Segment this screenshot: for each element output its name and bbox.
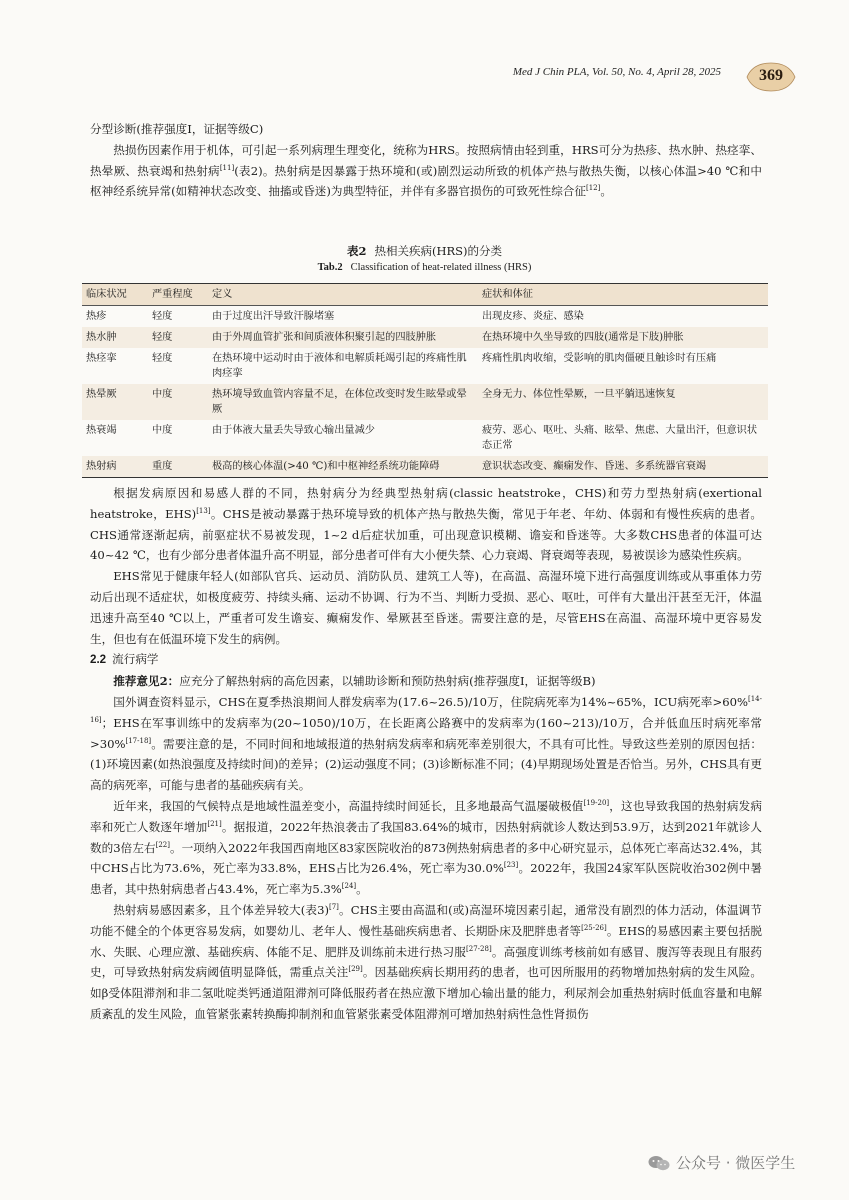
recommendation-tail: 分型诊断(推荐强度Ⅰ，证据等级C) — [90, 122, 264, 136]
cell-severity: 轻度 — [152, 353, 173, 364]
cell-symptoms: 疲劳、恶心、呕吐、头痛、眩晕、焦虑、大量出汗，但意识状态正常 — [482, 425, 758, 451]
table-row — [82, 384, 768, 420]
cell-definition: 由于外周血管扩张和间质液体积聚引起的四肢肿胀 — [208, 327, 478, 348]
table-row — [82, 348, 768, 384]
table-row — [82, 456, 768, 478]
col-header: 定义 — [208, 284, 478, 306]
paragraph-hrs: 热损伤因素作用于机体，可引起一系列病理生理变化，统称为HRS。按照病情由轻到重，HRS可分为热疹、热水肿、热痉挛、热晕厥、热衰竭和热射病[11](表2)。热射病是因暴露于热环境和(或)剧烈运动所致的机体产热与散热失衡，以核心体温>40 ℃和中枢神经系统异常(如精神状态改变、抽搐或昏迷)为典型特征，并伴有多器官损伤的可致死性综合征[12]。 — [90, 142, 762, 199]
cell-symptoms: 疼痛性肌肉收缩，受影响的肌肉僵硬且触诊时有压痛 — [482, 353, 717, 364]
cell-severity: 重度 — [148, 456, 208, 478]
paragraph-chs: 根据发病原因和易感人群的不同，热射病分为经典型热射病(classic heatstroke，CHS)和劳力型热射病(exertional heatstroke，EHS)[13]。CHS是被动暴露于热环境导致的机体产热与散热失衡，常见于年老、年幼、体弱和有慢性疾病的患者。CHS通常逐渐起病，前驱症状不易被发现，1~2 d后症状加重，可出现意识模糊、谵妄和昏迷等。大多数CHS患者的体温可达40~42 ℃，也有少部分患者体温升高不明显，部分患者可伴有大小便失禁、心力衰竭、肾衰竭等表现，易被误诊为感染性疾病。 — [90, 486, 762, 563]
cell-symptoms: 在热环境中久坐导致的四肢(通常是下肢)肿胀 — [478, 327, 768, 348]
section-heading: 2.2 流行病学 — [90, 652, 159, 667]
cell-definition: 在热环境中运动时由于液体和电解质耗竭引起的疼痛性肌肉痉挛 — [212, 353, 467, 379]
cell-name: 热衰竭 — [86, 425, 117, 436]
cell-severity: 轻度 — [152, 311, 173, 322]
recommendation-2: 推荐意见2：应充分了解热射病的高危因素，以辅助诊断和预防热射病(推荐强度Ⅰ，证据等级B) — [113, 674, 596, 689]
cell-symptoms: 全身无力、体位性晕厥，一旦平躺迅速恢复 — [478, 384, 768, 420]
top-text — [90, 119, 762, 202]
main-text — [90, 483, 762, 1025]
col-header: 临床状况 — [82, 284, 148, 306]
cell-severity: 中度 — [152, 425, 173, 436]
cell-definition: 由于过度出汗导致汗腺堵塞 — [212, 311, 335, 322]
page-number-badge — [745, 62, 797, 92]
paragraph-china: 近年来，我国的气候特点是地域性温差变小，高温持续时间延长，且多地最高气温屡破极值[19-20]，这也导致我国的热射病发病率和死亡人数逐年增加[21]。据报道，2022年热浪袭击了我国83.64%的城市，因热射病就诊人数达到53.9万，达到2021年就诊人数的3倍左右[22]。一项纳入2022年我国西南地区83家医院收治的873例热射病患者的多中心研究显示，总体死亡率高达32.4%，其中CHS占比为73.6%，死亡率为33.8%，EHS占比为26.4%，死亡率为30.0%[23]。2022年，我国24家军队医院收治302例中暑患者，其中热射病患者占43.4%，死亡率为5.3%[24]。 — [90, 798, 763, 897]
table-title-en: Tab.2 Classification of heat-related illness (HRS) — [317, 262, 532, 273]
cell-severity: 轻度 — [148, 327, 208, 348]
paragraph-risk-factors: 热射病易感因素多，且个体差异较大(表3)[7]。CHS主要由高温和(或)高湿环境因素引起，通常没有剧烈的体力活动，体温调节功能不健全的个体更容易发病，如婴幼儿、老年人、慢性基础疾病患者、长期卧床及肥胖患者等[25-26]。EHS的易感因素主要包括脱水、失眠、心理应激、基础疾病、体能不足、肥胖及训练前未进行热习服[27-28]。高强度训练考核前如有感冒、腹泻等表现且有服药史，可导致热射病发病阈值明显降低，需重点关注[29]。因基础疾病长期用药的患者，也可因所服用的药物增加热射病的发生风险。如β受体阻滞剂和非二氢吡啶类钙通道阻滞剂可降低服药者在热应激下增加心输出量的能力，利尿剂会加重热射病时低血容量和电解质紊乱的发生风险，血管紧张素转换酶抑制剂和血管紧张素受体阻滞剂可增加热射病性急性肾损伤 — [90, 902, 762, 1021]
cell-severity: 中度 — [148, 384, 208, 420]
col-header: 症状和体征 — [478, 284, 768, 306]
cell-definition: 极高的核心体温(>40 ℃)和中枢神经系统功能障碍 — [208, 456, 478, 478]
cell-name: 热疹 — [86, 311, 107, 322]
cell-definition: 热环境导致血管内容量不足，在体位改变时发生眩晕或晕厥 — [208, 384, 478, 420]
table-row — [82, 420, 768, 456]
paragraph-incidence: 国外调查资料显示，CHS在夏季热浪期间人群发病率为(17.6~26.5)/10万，住院病死率为14%~65%，ICU病死率>60%[14-16]；EHS在军事训练中的发病率为(20~1050)/10万，在长距离公路赛中的发病率为(160~213)/10万，合并低血压时病死率常>30%[17-18]。需要注意的是，不同时间和地域报道的热射病发病率和病死率差别很大，不具有可比性。导致这些差别的原因包括：(1)环境因素(如热浪强度及持续时间)的差异；(2)运动强度不同；(3)诊断标准不同；(4)早期现场处置是否恰当。另外，CHS具有更高的病死率，可能与患者的基础疾病有关。 — [90, 694, 762, 793]
watermark — [648, 1152, 795, 1173]
cell-name: 热晕厥 — [82, 384, 148, 420]
cell-definition: 由于体液大量丢失导致心输出量减少 — [212, 425, 375, 436]
cell-symptoms: 意识状态改变、癫痫发作、昏迷、多系统器官衰竭 — [478, 456, 768, 478]
cell-name: 热痉挛 — [86, 353, 117, 364]
watermark-text: 公众号 · 微医学生 — [676, 1154, 796, 1172]
table-row — [82, 306, 768, 328]
wechat-icon — [648, 1155, 670, 1171]
cell-name: 热射病 — [82, 456, 148, 478]
cell-name: 热水肿 — [82, 327, 148, 348]
journal-header: Med J Chin PLA, Vol. 50, No. 4, April 28, 2025 — [512, 66, 721, 78]
table-header-row — [82, 284, 768, 306]
cell-symptoms: 出现皮疹、炎症、感染 — [482, 311, 584, 322]
col-header: 严重程度 — [148, 284, 208, 306]
table-title-cn: 表2 热相关疾病(HRS)的分类 — [346, 244, 503, 258]
page-number: 369 — [759, 67, 783, 84]
paragraph-ehs: EHS常见于健康年轻人(如部队官兵、运动员、消防队员、建筑工人等)，在高温、高湿环境下进行高强度训练或从事重体力劳动后出现不适症状，如极度疲劳、持续头痛、运动不协调、行为不当、判断力受损、恶心、呕吐，可伴有大量出汗甚至无汗，体温迅速升高至40 ℃以上，严重者可发生谵妄、癫痫发作、晕厥甚至昏迷。需要注意的是，尽管EHS在高温、高湿环境中更容易发生，但也有在低温环境下发生的病例。 — [90, 569, 762, 646]
hrs-classification-table — [82, 283, 768, 478]
table-row — [82, 327, 768, 348]
